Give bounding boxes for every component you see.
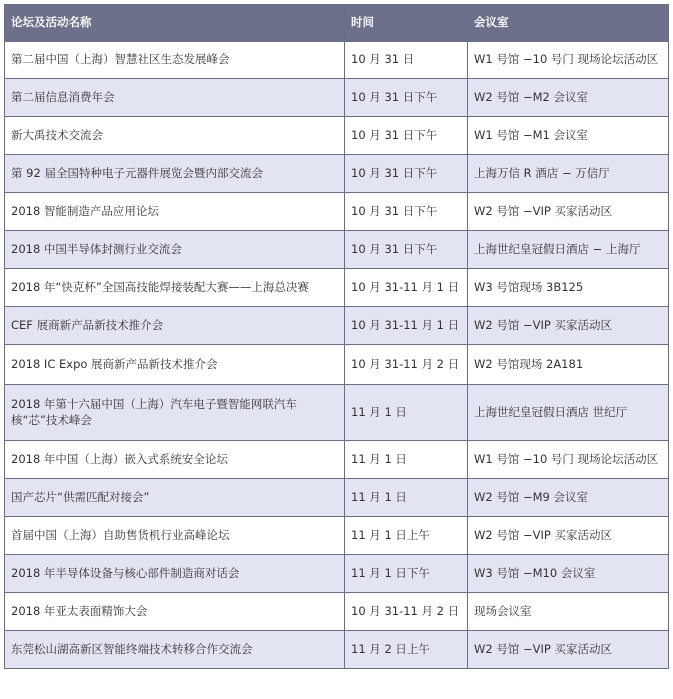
event-name-cell: 2018 年“快克杯”全国高技能焊接装配大赛——上海总决赛 [5, 269, 345, 307]
header-venue: 会议室 [468, 5, 669, 42]
venue-cell: W2 号馆 −VIP 买家活动区 [468, 517, 669, 555]
venue-cell: W2 号馆 −VIP 买家活动区 [468, 193, 669, 231]
time-cell: 10 月 31 日下午 [345, 193, 468, 231]
event-name-cell: 2018 中国半导体封测行业交流会 [5, 231, 345, 269]
event-name-cell: 第二届信息消费年会 [5, 79, 345, 117]
time-cell: 10 月 31-11 月 2 日 [345, 593, 468, 631]
time-cell: 10 月 31-11 月 1 日 [345, 307, 468, 345]
venue-cell: 上海万信 R 酒店 − 万信厅 [468, 155, 669, 193]
venue-cell: W1 号馆 −10 号门 现场论坛活动区 [468, 42, 669, 79]
event-name-cell: 第 92 届全国特种电子元器件展览会暨内部交流会 [5, 155, 345, 193]
time-cell: 10 月 31 日下午 [345, 79, 468, 117]
header-event-name: 论坛及活动名称 [5, 5, 345, 42]
event-name-cell: CEF 展商新产品新技术推介会 [5, 307, 345, 345]
event-name-cell: 2018 年半导体设备与核心部件制造商对话会 [5, 555, 345, 593]
table-row [5, 631, 669, 669]
table-row [5, 231, 669, 269]
event-name-cell: 东莞松山湖高新区智能终端技术转移合作交流会 [5, 631, 345, 669]
table-row [5, 593, 669, 631]
venue-cell: W2 号馆 −M2 会议室 [468, 79, 669, 117]
table-row [5, 345, 669, 385]
table-body [5, 42, 669, 669]
table-row [5, 155, 669, 193]
venue-cell: W1 号馆 −M1 会议室 [468, 117, 669, 155]
venue-cell: W1 号馆 −10 号门 现场论坛活动区 [468, 441, 669, 479]
time-cell: 11 月 1 日下午 [345, 555, 468, 593]
time-cell: 10 月 31 日下午 [345, 231, 468, 269]
table-row [5, 517, 669, 555]
event-name-cell: 2018 IC Expo 展商新产品新技术推介会 [5, 345, 345, 385]
table-row [5, 269, 669, 307]
time-cell: 10 月 31 日下午 [345, 117, 468, 155]
table-header-row [5, 5, 669, 42]
event-name-cell: 2018 年第十六届中国（上海）汽车电子暨智能网联汽车核“芯”技术峰会 [5, 385, 345, 441]
venue-cell: 上海世纪皇冠假日酒店 − 上海厅 [468, 231, 669, 269]
table-row [5, 307, 669, 345]
event-schedule [4, 4, 668, 669]
venue-cell: W3 号馆现场 3B125 [468, 269, 669, 307]
event-table [4, 4, 669, 669]
time-cell: 11 月 2 日上午 [345, 631, 468, 669]
table-row [5, 193, 669, 231]
event-name-cell: 2018 年亚太表面精饰大会 [5, 593, 345, 631]
event-name-cell: 新大禹技术交流会 [5, 117, 345, 155]
venue-cell: W2 号馆现场 2A181 [468, 345, 669, 385]
venue-cell: W2 号馆 −VIP 买家活动区 [468, 631, 669, 669]
event-name-cell: 2018 年中国（上海）嵌入式系统安全论坛 [5, 441, 345, 479]
table-row [5, 117, 669, 155]
event-name-cell: 首届中国（上海）自助售货机行业高峰论坛 [5, 517, 345, 555]
venue-cell: W2 号馆 −VIP 买家活动区 [468, 307, 669, 345]
venue-cell: 上海世纪皇冠假日酒店 世纪厅 [468, 385, 669, 441]
header-time: 时间 [345, 5, 468, 42]
event-name-cell: 2018 智能制造产品应用论坛 [5, 193, 345, 231]
table-row [5, 555, 669, 593]
venue-cell: W3 号馆 −M10 会议室 [468, 555, 669, 593]
time-cell: 11 月 1 日 [345, 441, 468, 479]
venue-cell: W2 号馆 −M9 会议室 [468, 479, 669, 517]
time-cell: 11 月 1 日 [345, 479, 468, 517]
time-cell: 11 月 1 日上午 [345, 517, 468, 555]
venue-cell: 现场会议室 [468, 593, 669, 631]
table-row [5, 479, 669, 517]
table-row [5, 385, 669, 441]
event-name-cell: 国产芯片“供需匹配对接会” [5, 479, 345, 517]
table-row [5, 42, 669, 79]
time-cell: 10 月 31 日 [345, 42, 468, 79]
time-cell: 10 月 31-11 月 2 日 [345, 345, 468, 385]
table-row [5, 441, 669, 479]
time-cell: 11 月 1 日 [345, 385, 468, 441]
event-name-cell: 第二届中国（上海）智慧社区生态发展峰会 [5, 42, 345, 79]
time-cell: 10 月 31-11 月 1 日 [345, 269, 468, 307]
table-row [5, 79, 669, 117]
time-cell: 10 月 31 日下午 [345, 155, 468, 193]
